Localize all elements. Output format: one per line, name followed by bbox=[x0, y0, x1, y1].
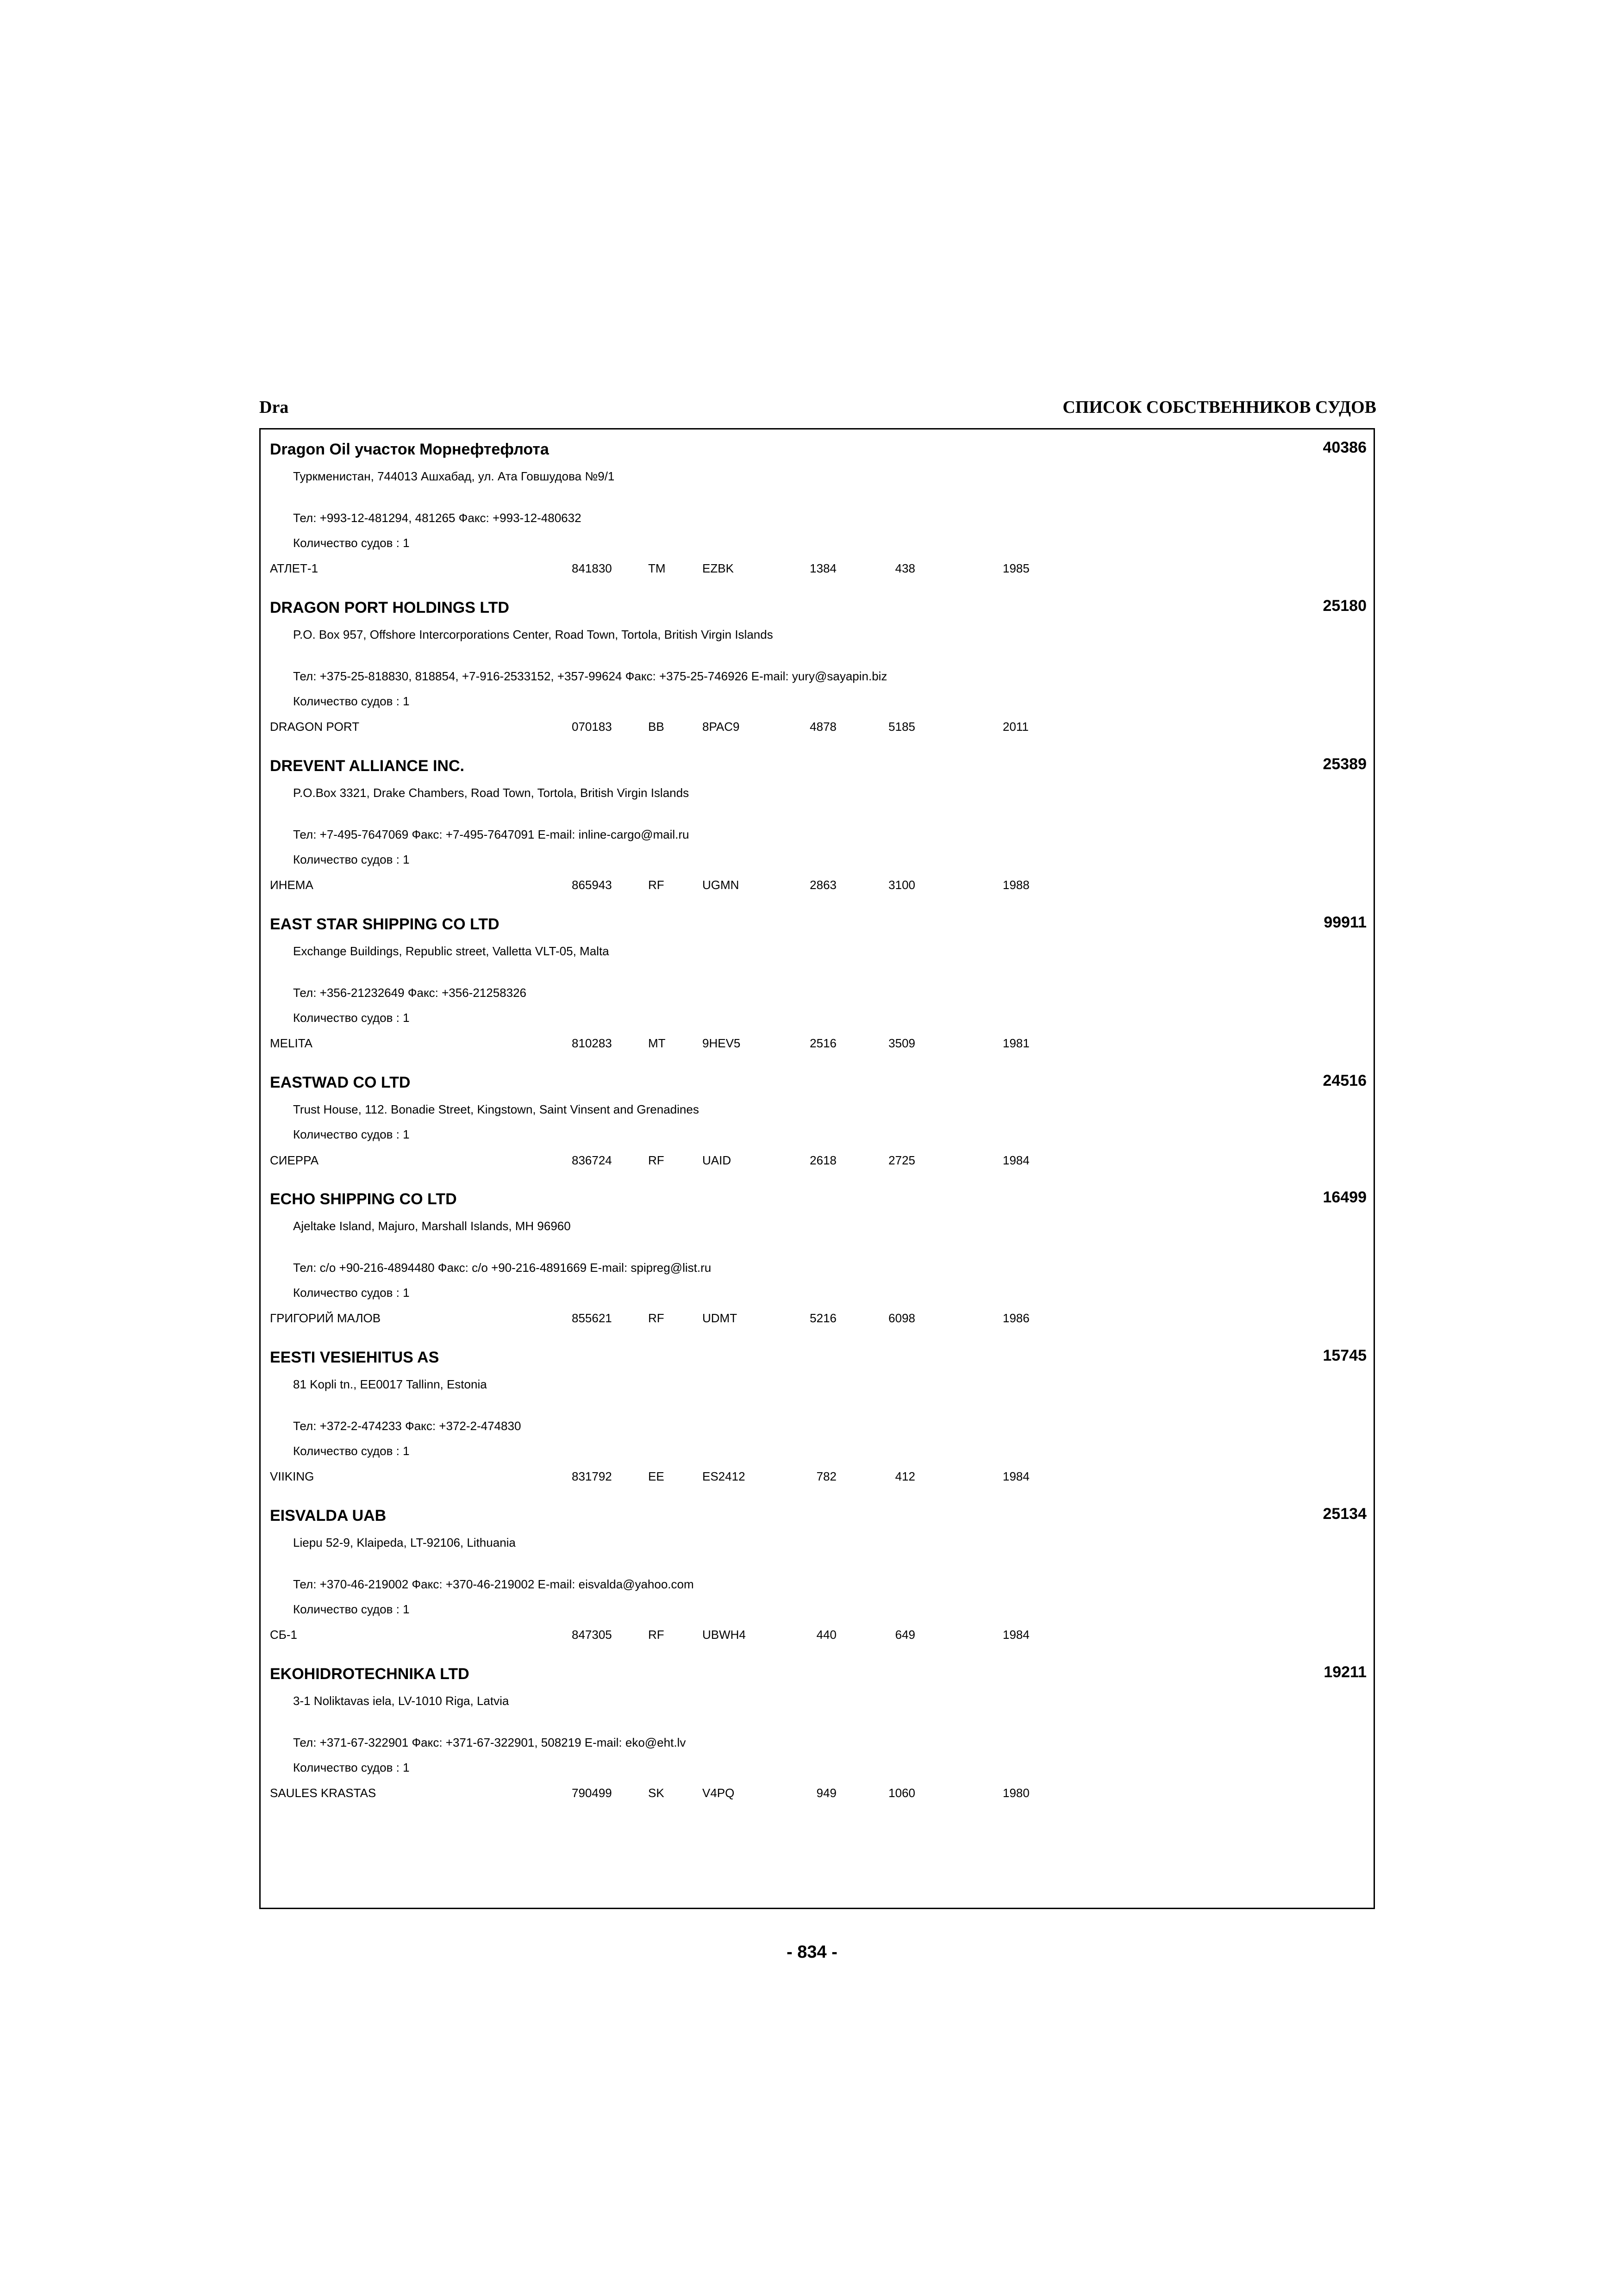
vessel-id: 847305 bbox=[572, 1628, 612, 1642]
company-name: EESTI VESIEHITUS AS bbox=[270, 1349, 439, 1366]
company-address: Exchange Buildings, Republic street, Valletta VLT-05, Malta bbox=[293, 944, 609, 958]
owner-entry bbox=[261, 904, 1374, 1063]
vessel-grt: 4878 bbox=[810, 720, 837, 734]
vessel-count: Количество судов : 1 bbox=[293, 1127, 410, 1141]
owner-number: 16499 bbox=[1323, 1188, 1367, 1206]
vessel-callsign: 9HEV5 bbox=[702, 1036, 741, 1050]
owner-entry bbox=[261, 1496, 1374, 1654]
company-name: EASTWAD CO LTD bbox=[270, 1074, 411, 1091]
vessel-id: 836724 bbox=[572, 1153, 612, 1167]
vessel-id: 855621 bbox=[572, 1311, 612, 1325]
company-name: Dragon Oil участок Морнефтефлота bbox=[270, 441, 549, 458]
vessel-year: 1980 bbox=[1003, 1786, 1030, 1800]
owner-list-frame bbox=[259, 428, 1375, 1909]
vessel-count: Количество судов : 1 bbox=[293, 1286, 410, 1300]
vessel-count: Количество судов : 1 bbox=[293, 1761, 410, 1774]
vessel-flag: TM bbox=[648, 561, 666, 575]
vessel-year: 1984 bbox=[1003, 1469, 1030, 1483]
vessel-name: СБ-1 bbox=[270, 1628, 297, 1642]
vessel-row bbox=[261, 1311, 1374, 1328]
company-contacts: Тел: +370-46-219002 Факс: +370-46-219002 E-mail: eisvalda@yahoo.com bbox=[293, 1577, 694, 1591]
vessel-id: 865943 bbox=[572, 878, 612, 892]
vessel-count: Количество судов : 1 bbox=[293, 694, 410, 708]
vessel-callsign: V4PQ bbox=[702, 1786, 735, 1800]
owner-entry bbox=[261, 588, 1374, 746]
vessel-flag: RF bbox=[648, 1628, 664, 1642]
vessel-dwt: 1060 bbox=[888, 1786, 915, 1800]
vessel-year: 1984 bbox=[1003, 1153, 1030, 1167]
running-header-title: СПИСОК СОБСТВЕННИКОВ СУДОВ bbox=[1062, 398, 1376, 417]
vessel-year: 1985 bbox=[1003, 561, 1030, 575]
vessel-dwt: 5185 bbox=[888, 720, 915, 734]
vessel-callsign: ES2412 bbox=[702, 1469, 745, 1483]
vessel-grt: 2618 bbox=[810, 1153, 837, 1167]
owner-entry bbox=[261, 1338, 1374, 1496]
vessel-count: Количество судов : 1 bbox=[293, 1602, 410, 1616]
vessel-grt: 1384 bbox=[810, 561, 837, 575]
company-contacts: Тел: +993-12-481294, 481265 Факс: +993-12-480632 bbox=[293, 511, 581, 525]
page-number: - 834 - bbox=[787, 1942, 837, 1962]
vessel-callsign: UDMT bbox=[702, 1311, 737, 1325]
company-contacts: Тел: +7-495-7647069 Факс: +7-495-7647091 E-mail: inline-cargo@mail.ru bbox=[293, 828, 689, 841]
company-contacts: Тел: +375-25-818830, 818854, +7-916-2533152, +357-99624 Факс: +375-25-746926 E-mail: yury@sayapin.biz bbox=[293, 669, 887, 683]
company-name: EKOHIDROTECHNIKA LTD bbox=[270, 1665, 469, 1683]
owner-entry bbox=[261, 429, 1374, 588]
company-contacts: Тел: c/o +90-216-4894480 Факс: c/o +90-216-4891669 E-mail: spipreg@list.ru bbox=[293, 1261, 712, 1275]
vessel-grt: 949 bbox=[816, 1786, 837, 1800]
vessel-flag: RF bbox=[648, 878, 664, 892]
company-address: P.O.Box 3321, Drake Chambers, Road Town, Tortola, British Virgin Islands bbox=[293, 786, 689, 800]
company-address: P.O. Box 957, Offshore Intercorporations Center, Road Town, Tortola, British Virgin Islands bbox=[293, 628, 773, 641]
vessel-grt: 440 bbox=[816, 1628, 837, 1642]
company-contacts: Тел: +372-2-474233 Факс: +372-2-474830 bbox=[293, 1419, 521, 1433]
vessel-row bbox=[261, 1036, 1374, 1053]
vessel-name: СИЕРРА bbox=[270, 1153, 319, 1167]
vessel-flag: RF bbox=[648, 1311, 664, 1325]
vessel-id: 790499 bbox=[572, 1786, 612, 1800]
owner-number: 15745 bbox=[1323, 1347, 1367, 1364]
vessel-flag: SK bbox=[648, 1786, 664, 1800]
company-address: Ajeltake Island, Majuro, Marshall Islands, MH 96960 bbox=[293, 1219, 571, 1233]
vessel-row bbox=[261, 1628, 1374, 1644]
vessel-count: Количество судов : 1 bbox=[293, 852, 410, 866]
vessel-row bbox=[261, 1469, 1374, 1486]
vessel-name: SAULES KRASTAS bbox=[270, 1786, 376, 1800]
owner-number: 25180 bbox=[1323, 597, 1367, 615]
vessel-grt: 2516 bbox=[810, 1036, 837, 1050]
vessel-grt: 782 bbox=[816, 1469, 837, 1483]
vessel-row bbox=[261, 1153, 1374, 1170]
running-header-left: Dra bbox=[259, 398, 289, 417]
vessel-row bbox=[261, 720, 1374, 736]
vessel-name: MELITA bbox=[270, 1036, 312, 1050]
company-address: 3-1 Noliktavas iela, LV-1010 Riga, Latvia bbox=[293, 1694, 509, 1708]
vessel-grt: 5216 bbox=[810, 1311, 837, 1325]
vessel-dwt: 649 bbox=[895, 1628, 915, 1642]
company-address: Туркменистан, 744013 Ашхабад, ул. Ата Говшудова №9/1 bbox=[293, 469, 615, 483]
vessel-year: 1984 bbox=[1003, 1628, 1030, 1642]
vessel-flag: EE bbox=[648, 1469, 664, 1483]
vessel-id: 810283 bbox=[572, 1036, 612, 1050]
company-name: DREVENT ALLIANCE INC. bbox=[270, 757, 464, 775]
vessel-dwt: 6098 bbox=[888, 1311, 915, 1325]
vessel-row bbox=[261, 878, 1374, 895]
vessel-id: 070183 bbox=[572, 720, 612, 734]
company-address: Liepu 52-9, Klaipeda, LT-92106, Lithuania bbox=[293, 1536, 516, 1549]
vessel-year: 1988 bbox=[1003, 878, 1030, 892]
company-contacts: Тел: +356-21232649 Факс: +356-21258326 bbox=[293, 986, 527, 1000]
vessel-dwt: 2725 bbox=[888, 1153, 915, 1167]
vessel-callsign: UGMN bbox=[702, 878, 739, 892]
vessel-callsign: UBWH4 bbox=[702, 1628, 746, 1642]
vessel-flag: RF bbox=[648, 1153, 664, 1167]
vessel-dwt: 412 bbox=[895, 1469, 915, 1483]
vessel-grt: 2863 bbox=[810, 878, 837, 892]
vessel-name: VIIKING bbox=[270, 1469, 314, 1483]
owner-number: 25134 bbox=[1323, 1505, 1367, 1523]
company-contacts: Тел: +371-67-322901 Факс: +371-67-322901, 508219 E-mail: eko@eht.lv bbox=[293, 1736, 686, 1749]
owner-number: 99911 bbox=[1324, 914, 1367, 931]
vessel-row bbox=[261, 1786, 1374, 1803]
owner-number: 19211 bbox=[1324, 1663, 1367, 1681]
company-name: EAST STAR SHIPPING CO LTD bbox=[270, 915, 500, 933]
owner-number: 25389 bbox=[1323, 755, 1367, 773]
vessel-dwt: 3100 bbox=[888, 878, 915, 892]
vessel-row bbox=[261, 561, 1374, 578]
vessel-flag: BB bbox=[648, 720, 664, 734]
vessel-count: Количество судов : 1 bbox=[293, 1444, 410, 1458]
vessel-callsign: UAID bbox=[702, 1153, 731, 1167]
company-name: EISVALDA UAB bbox=[270, 1507, 387, 1524]
company-address: 81 Kopli tn., EE0017 Tallinn, Estonia bbox=[293, 1377, 487, 1391]
vessel-name: DRAGON PORT bbox=[270, 720, 360, 734]
owner-number: 40386 bbox=[1323, 439, 1367, 456]
vessel-callsign: EZBK bbox=[702, 561, 734, 575]
owner-entry bbox=[261, 1654, 1374, 1812]
owner-entry bbox=[261, 1179, 1374, 1338]
vessel-dwt: 438 bbox=[895, 561, 915, 575]
vessel-name: ГРИГОРИЙ МАЛОВ bbox=[270, 1311, 381, 1325]
vessel-count: Количество судов : 1 bbox=[293, 1011, 410, 1025]
vessel-flag: MT bbox=[648, 1036, 666, 1050]
company-name: DRAGON PORT HOLDINGS LTD bbox=[270, 599, 509, 616]
owner-number: 24516 bbox=[1323, 1072, 1367, 1089]
vessel-year: 2011 bbox=[1003, 720, 1029, 734]
owner-entry bbox=[261, 746, 1374, 904]
vessel-dwt: 3509 bbox=[888, 1036, 915, 1050]
vessel-name: АТЛЕТ-1 bbox=[270, 561, 319, 575]
vessel-year: 1986 bbox=[1003, 1311, 1030, 1325]
vessel-year: 1981 bbox=[1003, 1036, 1030, 1050]
company-name: ECHO SHIPPING CO LTD bbox=[270, 1190, 457, 1208]
vessel-name: ИНЕМА bbox=[270, 878, 313, 892]
vessel-id: 831792 bbox=[572, 1469, 612, 1483]
vessel-count: Количество судов : 1 bbox=[293, 536, 410, 550]
vessel-id: 841830 bbox=[572, 561, 612, 575]
company-address: Trust House, 112. Bonadie Street, Kingstown, Saint Vinsent and Grenadines bbox=[293, 1102, 699, 1116]
vessel-callsign: 8PAC9 bbox=[702, 720, 740, 734]
